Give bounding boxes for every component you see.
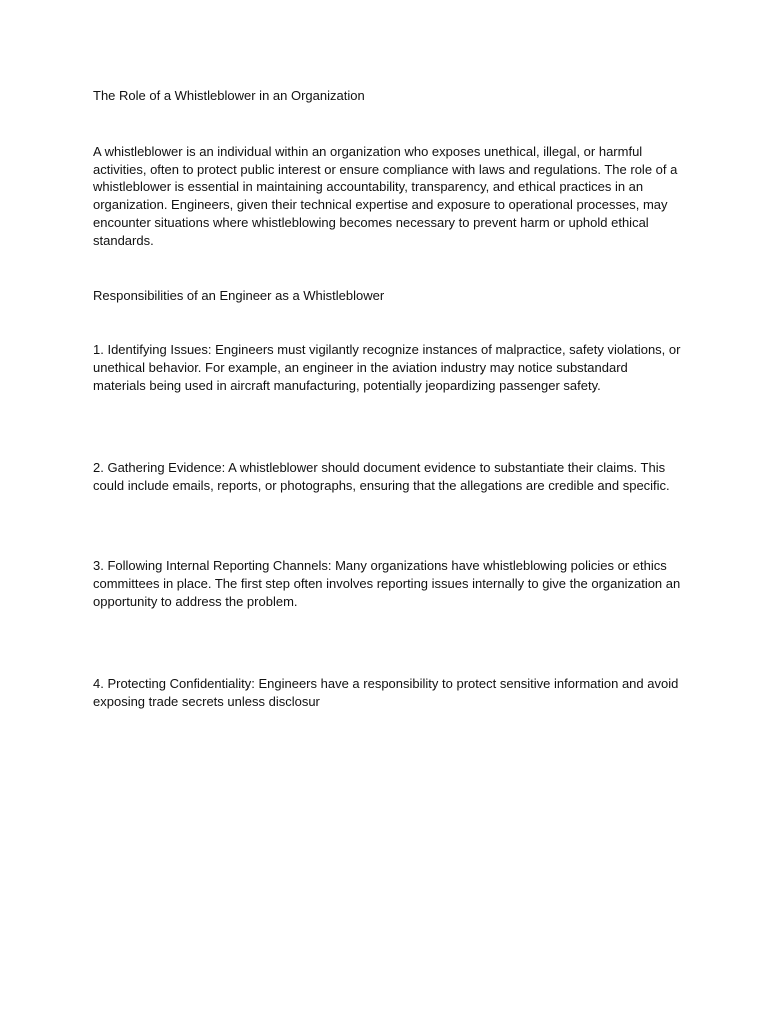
list-item: 3. Following Internal Reporting Channels: Many organizations have whistleblowing policies or ethics committees in place. The first step often involves reporting issues internally to give the organization an opportunity to address the problem. — [93, 558, 681, 609]
list-item: 4. Protecting Confidentiality: Engineers have a responsibility to protect sensitive information and avoid exposing trade secrets unless disclosur — [93, 675, 679, 709]
list-item: 1. Identifying Issues: Engineers must vigilantly recognize instances of malpractice, safety violations, or unethical behavior. For example, an engineer in the aviation industry may notice substandard materials being used in aircraft manufacturing, potentially jeopardizing passenger safety. — [93, 342, 681, 393]
document-title: The Role of a Whistleblower in an Organization — [93, 88, 365, 103]
document-body — [93, 87, 683, 710]
intro-paragraph: A whistleblower is an individual within an organization who exposes unethical, illegal, or harmful activities, often to protect public interest or ensure compliance with laws and regulations. The role of a whistleblower is essential in maintaining accountability, transparency, and ethical practices in an organization. Engineers, given their technical expertise and exposure to operational processes, may encounter situations where whistleblowing becomes necessary to prevent harm or uphold ethical standards. — [93, 143, 678, 248]
list-item: 2. Gathering Evidence: A whistleblower should document evidence to substantiate their claims. This could include emails, reports, or photographs, ensuring that the allegations are credible and specific. — [93, 459, 670, 493]
section-heading: Responsibilities of an Engineer as a Whistleblower — [93, 287, 385, 303]
